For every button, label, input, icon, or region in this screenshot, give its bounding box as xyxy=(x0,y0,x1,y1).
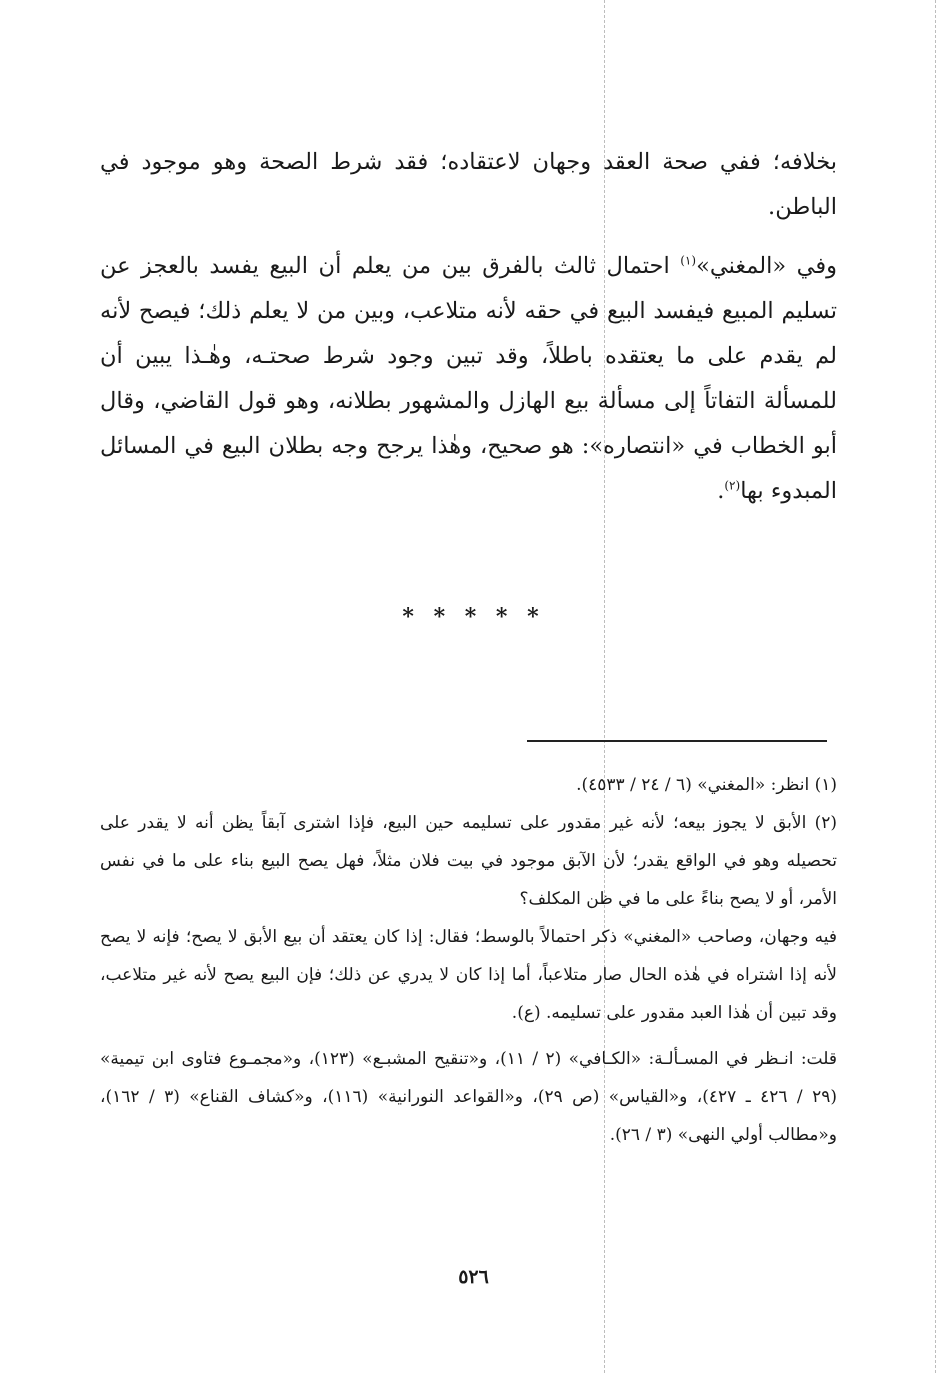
footnote: فيه وجهان، وصاحب «المغني» ذكر احتمالاً بالوسط؛ فقال: إذا كان يعتقد أن بيع الأبق لا يصح؛ فإنه لا يصح لأنه إذا اشتراه في هٰذه الحال صار متلاعباً، أما إذا كان لا يدري عن ذلك؛ فإن البيع يصح لأنه غير متلاعب، وقد تبين أن هٰذا العبد مقدور على تسليمه. (ع). xyxy=(100,927,837,1023)
text-span: وفي «المغني» xyxy=(696,253,837,279)
footnote-ref: (١) xyxy=(680,253,697,268)
footnote: (٢) الأبق لا يجوز بيعه؛ لأنه غير مقدور على تسليمه حين البيع، فإذا اشترى آبقاً يظن أنه لا يقدر على تحصيله وهو في الواقع يقدر؛ لأن الآبق موجود في بيت فلان مثلاً، فهل يصح البيع بناء على ما في نفس الأمر، أو لا يصح بناءً على ما في ظن المكلف؟ xyxy=(100,813,837,909)
text-span: . xyxy=(717,478,725,504)
footnote-divider xyxy=(527,740,827,742)
footnote: (١) انظر: «المغني» (٦ / ٢٤ / ٤٥٣٣). xyxy=(576,775,837,795)
scan-guide-line-edge xyxy=(935,0,936,1373)
footnotes xyxy=(100,766,837,1154)
main-text xyxy=(100,140,837,514)
footnote: قلت: انـظر في المسـألـة: «الكـافي» (٢ / ١١)، و«تنقيح المشبـع» (١٢٣)، و«مجمـوع فتاوى ابن تيمية» (٢٩ / ٤٢٦ ـ ٤٢٧)، و«القياس» (ص ٢٩)، و«القواعد النورانية» (١١٦)، و«كشاف القناع» (٣ / ١٦٢)، و«مطالب أولي النهى» (٣ / ٢٦). xyxy=(100,1049,837,1145)
paragraph: بخلافه؛ ففي صحة العقد وجهان لاعتقاده؛ فقد شرط الصحة وهو موجود في الباطن. xyxy=(100,149,837,220)
paragraph xyxy=(100,244,837,514)
page-number: ٥٢٦ xyxy=(458,1266,489,1288)
text-span: احتمال ثالث بالفرق بين من يعلم أن البيع يفسد بالعجز عن تسليم المبيع فيفسد البيع في حقه لأنه متلاعب، وبين من لا يعلم ذلك؛ فيصح لأنه لم يقدم على ما يعتقده باطلاً، وقد تبين وجود شرط صحتـه، وهٰـذا يبين أن للمسألة التفاتاً إلى مسألة بيع الهازل والمشهور بطلانه، وهو قول القاضي، وقال أبو الخطاب في «انتصاره»: هو صحيح، وهٰذا يرجح وجه بطلان البيع في المسائل المبدوء بها xyxy=(100,253,837,504)
section-separator: * * * * * xyxy=(402,604,545,630)
footnote-ref: (٢) xyxy=(724,478,741,493)
